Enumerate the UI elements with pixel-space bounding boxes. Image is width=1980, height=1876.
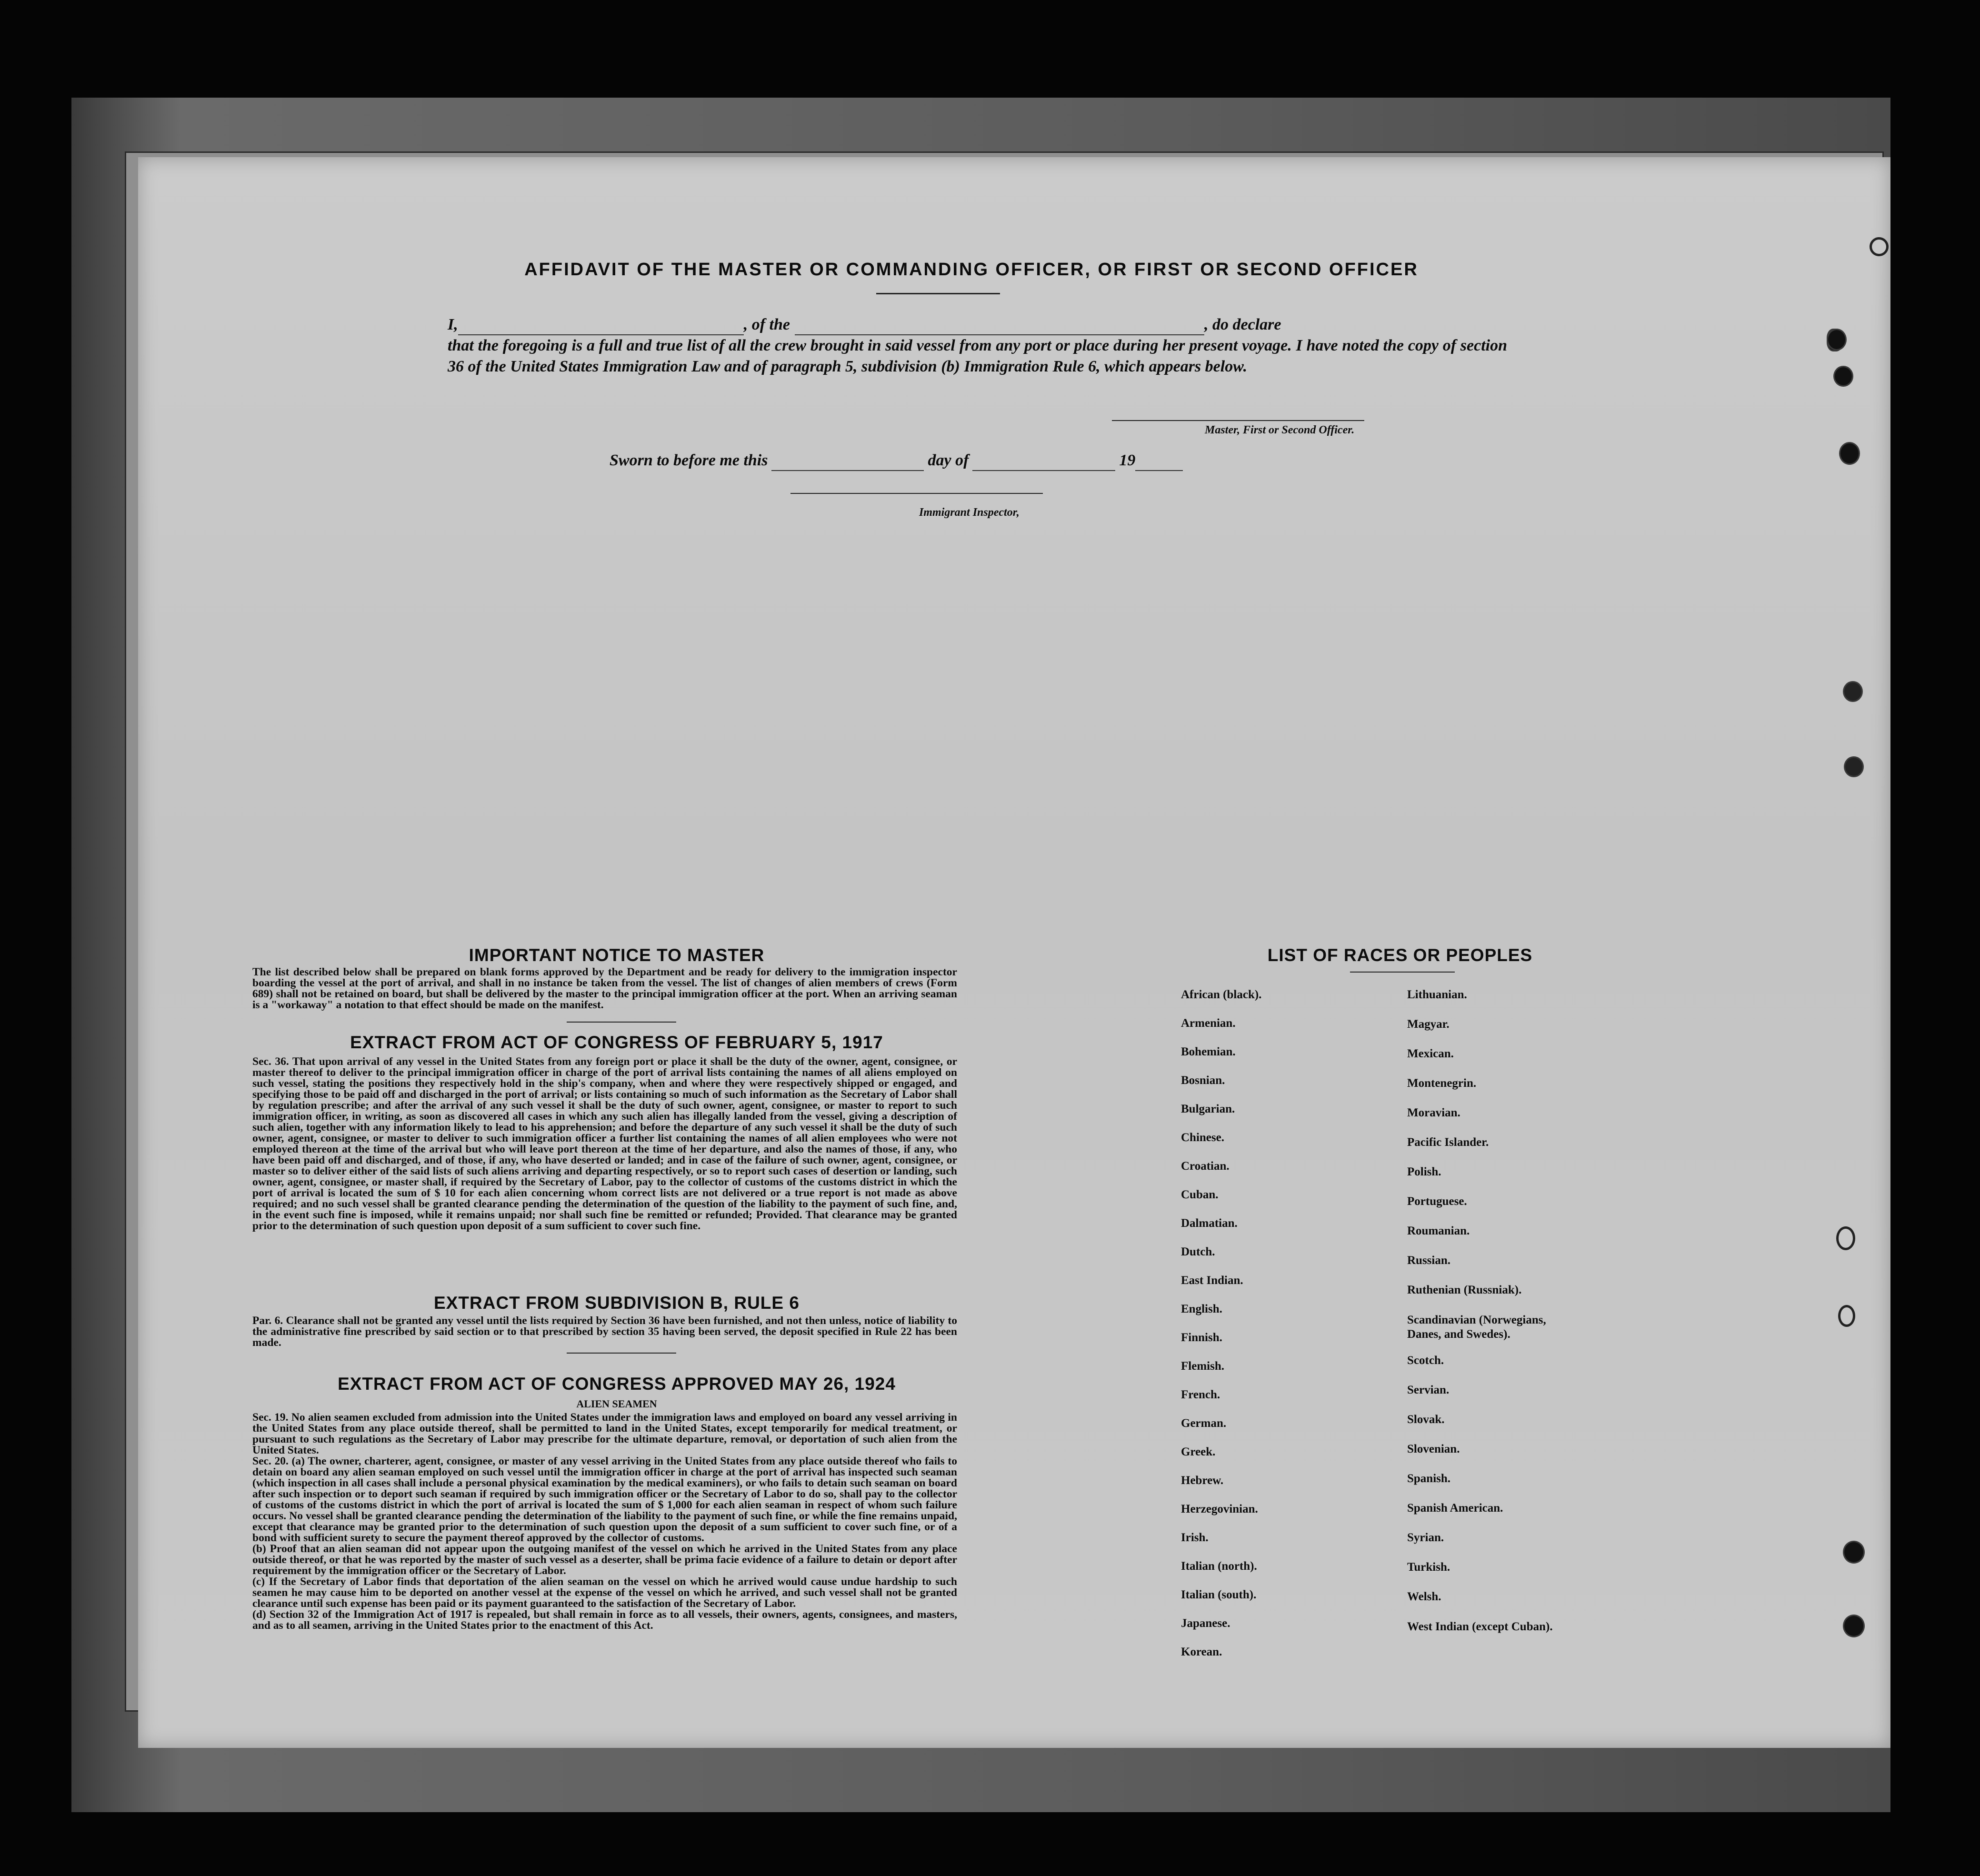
signature-caption: Master, First or Second Officer. [1205,424,1355,436]
declaration-i: I, [448,316,458,333]
race-item: French. [1181,1388,1220,1401]
punch-hole [1838,1305,1855,1327]
race-item: Scotch. [1407,1354,1444,1367]
document-page [138,157,1890,1748]
race-item: Roumanian. [1407,1224,1470,1237]
race-item: Bulgarian. [1181,1103,1235,1115]
extract-1924-title: EXTRACT FROM ACT OF CONGRESS APPROVED MAY 26, 1924 [338,1374,896,1394]
sworn-year-blank[interactable] [1135,457,1183,471]
punch-hole [1844,756,1864,777]
punch-hole [1836,1226,1855,1250]
race-item: Irish. [1181,1531,1209,1544]
extract-1924-paragraph: Sec. 20. (a) The owner, charterer, agent, consignee, or master of any vessel arriving in the United States from any place outside thereof who fails to detain on board any alien seaman employed on such vessel until the immigration officer in charge at the port of arrival has inspected such seaman (which inspection in all cases shall include a personal physical examination by the medical examiners), or who fails to detain such seaman on board after such inspection or to deport such seaman if required by such immigration officer or the Secretary of Labor to do so, shall pay to the collector of customs of the customs district in which the port of arrival is located the sum of $ 1,000 for each alien seaman in respect of whom such failure occurs. No vessel shall be granted clearance pending the determination of the liability to the payment of such fine, or while the fine remains unpaid, except that clearance may be granted prior to the determination of such question upon the deposit of a sum sufficient to cover such fine, or of a bond with sufficient surety to secure the payment thereof approved by the collector of customs. [252,1455,957,1544]
extract-rule6-title: EXTRACT FROM SUBDIVISION B, RULE 6 [434,1293,800,1313]
race-item: Servian. [1407,1384,1450,1396]
race-item: Moravian. [1407,1106,1460,1119]
notice-text: The list described below shall be prepared on blank forms approved by the Department and be ready for delivery to the immigration inspector boarding the vessel at the port of arrival, and shall in no instance be taken from the vessel. The list of changes of alien members of crews (Form 689) shall not be retained on board, but shall be delivered by the master to the principal immigration officer at the port. When an arriving seaman is a "workaway" a notation to that effect should be made on the manifest. [252,966,957,1011]
extract-1924-subtitle: ALIEN SEAMEN [576,1398,657,1410]
punch-hole [1843,681,1863,702]
punch-hole [1843,1541,1865,1564]
race-item: Finnish. [1181,1331,1222,1344]
race-item: Lithuanian. [1407,988,1467,1001]
extract-1924-paragraph: Sec. 19. No alien seamen excluded from admission into the United States under the immigration laws and employed on board any vessel arriving in the United States from any place outside thereof, shall be permitted to land in the United States, except temporarily for medical treatment, or pursuant to such regulations as the Secretary of Labor may prescribe for the ultimate departure, removal, or deportation of such alien from the United States. [252,1411,957,1456]
race-item: Italian (north). [1181,1560,1257,1573]
race-item: Greek. [1181,1445,1216,1458]
signature-line[interactable] [1112,420,1364,421]
race-item: Herzegovinian. [1181,1503,1258,1515]
sworn-line [610,450,1371,471]
race-item: Welsh. [1407,1590,1441,1603]
race-item: Dalmatian. [1181,1217,1238,1230]
extract-1917-text: Sec. 36. That upon arrival of any vessel in the United States from any foreign port or place it shall be the duty of the owner, agent, consignee, or master thereof to deliver to the principal immigration officer in charge of the port of arrival lists containing the names of all aliens employed on such vessel, stating the positions they respectively hold in the ship's company, when and where they were respectively shipped or engaged, and specifying those to be paid off and discharged in the port of arrival; or lists containing so much of such information as the Secretary of Labor shall by regulation prescribe; and after the arrival of any such vessel it shall be the duty of such owner, agent, consignee, or master to report to such immigration officer, in writing, as soon as discovered all cases in which any such alien has illegally landed from the vessel, giving a description of such alien, together with any information likely to lead to his apprehension; and before the departure of any such vessel it shall be the duty of such owner, agent, consignee, or master to deliver to such immigration officer a further list containing the names of all alien employees who were not employed thereon at the time of the arrival but who will leave port thereon at the time of her departure, and also the names of those, if any, who have been paid off and discharged, and of those, if any, who have deserted or landed; and in case of the failure of such owner, agent, consignee, or master so to deliver either of the said lists of such aliens arriving and departing respectively, or so to report such cases of desertion or landing, such owner, agent, consignee, or master shall, if required by the Secretary of Labor, pay to the collector of customs of the customs district in which the port of arrival is located the sum of $ 10 for each alien concerning whom correct lists are not delivered or a true report is not made as above required; and no such vessel shall be granted clearance pending the determination of the question of the liability to the payment of such fine, and, in the event such fine is imposed, while it remains unpaid; nor shall such fine be remitted or refunded; Provided. That clearance may be granted prior to the determination of such question upon deposit of a sum sufficient to cover such fine. [252,1055,957,1232]
race-item: Japanese. [1181,1617,1230,1630]
race-item: Magyar. [1407,1018,1450,1031]
race-item: Slovak. [1407,1413,1445,1426]
sworn-text: Sworn to before me this [610,451,768,469]
race-item: Croatian. [1181,1160,1230,1173]
race-item: East Indian. [1181,1274,1243,1287]
declaration-of-the: , of the [743,316,790,333]
declaration-declare: , do declare [1204,316,1281,333]
race-item: Bosnian. [1181,1074,1225,1087]
race-item: Portuguese. [1407,1195,1467,1208]
extract-1924-paragraph: (b) Proof that an alien seaman did not appear upon the outgoing manifest of the vessel on which he arrived in the United States from any place outside thereof, or that he was reported by the master of such vessel as a deserter, shall be prima facie evidence of a failure to detain or deport after requirement by the immigration officer or the Secretary of Labor. [252,1543,957,1577]
extract-1924-body [252,1412,957,1631]
race-item: Bohemian. [1181,1045,1236,1058]
race-item: Ruthenian (Russniak). [1407,1284,1522,1296]
inspector-signature-line[interactable] [790,493,1043,494]
race-item: Scandinavian (Norwegians, Danes, and Swedes). [1407,1314,1546,1341]
race-item: Polish. [1407,1165,1441,1178]
race-item: Hebrew. [1181,1474,1224,1487]
affidavit-declaration [448,314,1507,377]
extract-1917-title: EXTRACT FROM ACT OF CONGRESS OF FEBRUARY 5, 1917 [350,1033,883,1052]
affidavit-title: AFFIDAVIT OF THE MASTER OR COMMANDING OFFICER, OR FIRST OR SECOND OFFICER [524,260,1419,280]
race-item: Turkish. [1407,1561,1450,1574]
race-item: English. [1181,1303,1222,1315]
punch-hole [1870,237,1889,256]
sworn-day-of: day of [928,451,969,469]
affidavit-title-rule [876,293,1000,294]
master-name-blank[interactable] [458,321,744,335]
race-item: Russian. [1407,1254,1451,1267]
race-item: Spanish American. [1407,1502,1503,1515]
notice-rule [567,1022,676,1023]
race-item: Syrian. [1407,1531,1444,1544]
race-item: Armenian. [1181,1017,1236,1030]
race-item: Pacific Islander. [1407,1136,1489,1149]
race-item: Dutch. [1181,1245,1215,1258]
race-item: Slovenian. [1407,1443,1460,1455]
declaration-statement: that the foregoing is a full and true list of all the crew brought in said vessel from any port or place during her present voyage. I have noted the copy of section 36 of the United States Immigration Law and of paragraph 5, subdivision (b) Immigration Rule 6, which appears below. [448,337,1507,375]
inspector-caption: Immigrant Inspector, [919,506,1020,519]
race-item: Spanish. [1407,1472,1451,1485]
extract-1924-paragraph: (d) Section 32 of the Immigration Act of 1917 is repealed, but shall remain in force as to all vessels, their owners, agents, consignees, and masters, and as to all seamen, arriving in the United States prior to the enactment of this Act. [252,1608,957,1632]
race-item: West Indian (except Cuban). [1407,1620,1553,1633]
race-item: Flemish. [1181,1360,1224,1373]
sworn-year: 19 [1119,451,1136,469]
race-item: German. [1181,1417,1227,1430]
race-item: Korean. [1181,1645,1222,1658]
notice-title: IMPORTANT NOTICE TO MASTER [469,945,765,965]
race-item: African (black). [1181,988,1262,1001]
sworn-day-blank[interactable] [771,457,924,471]
race-item: Montenegrin. [1407,1077,1477,1090]
races-title-rule [1350,972,1455,973]
race-item: Mexican. [1407,1047,1454,1060]
punch-hole [1833,366,1853,387]
rule6-rule [567,1353,676,1354]
punch-hole [1843,1615,1865,1637]
race-item: Chinese. [1181,1131,1224,1144]
extract-rule6-text: Par. 6. Clearance shall not be granted any vessel until the lists required by Section 36 have been furnished, and not then unless, notice of liability to the administrative fine prescribed by said section or to that prescribed by section 35 having been served, the deposit specified in Rule 22 has been made. [252,1314,957,1349]
race-item: Cuban. [1181,1188,1219,1201]
race-item: Italian (south). [1181,1588,1257,1601]
vessel-name-blank[interactable] [795,321,1204,335]
punch-hole [1827,329,1847,351]
extract-1924-paragraph: (c) If the Secretary of Labor finds that deportation of the alien seaman on the vessel on which he arrived would cause undue hardship to such seamen he may cause him to be deported on another vessel at the expense of the vessel on which he arrived, and such vessel shall not be granted clearance until such expense has been paid or its payment guaranteed to the satisfaction of the Secretary of Labor. [252,1575,957,1610]
sworn-month-blank[interactable] [972,457,1115,471]
races-title: LIST OF RACES OR PEOPLES [1267,945,1533,965]
punch-hole [1839,442,1860,465]
